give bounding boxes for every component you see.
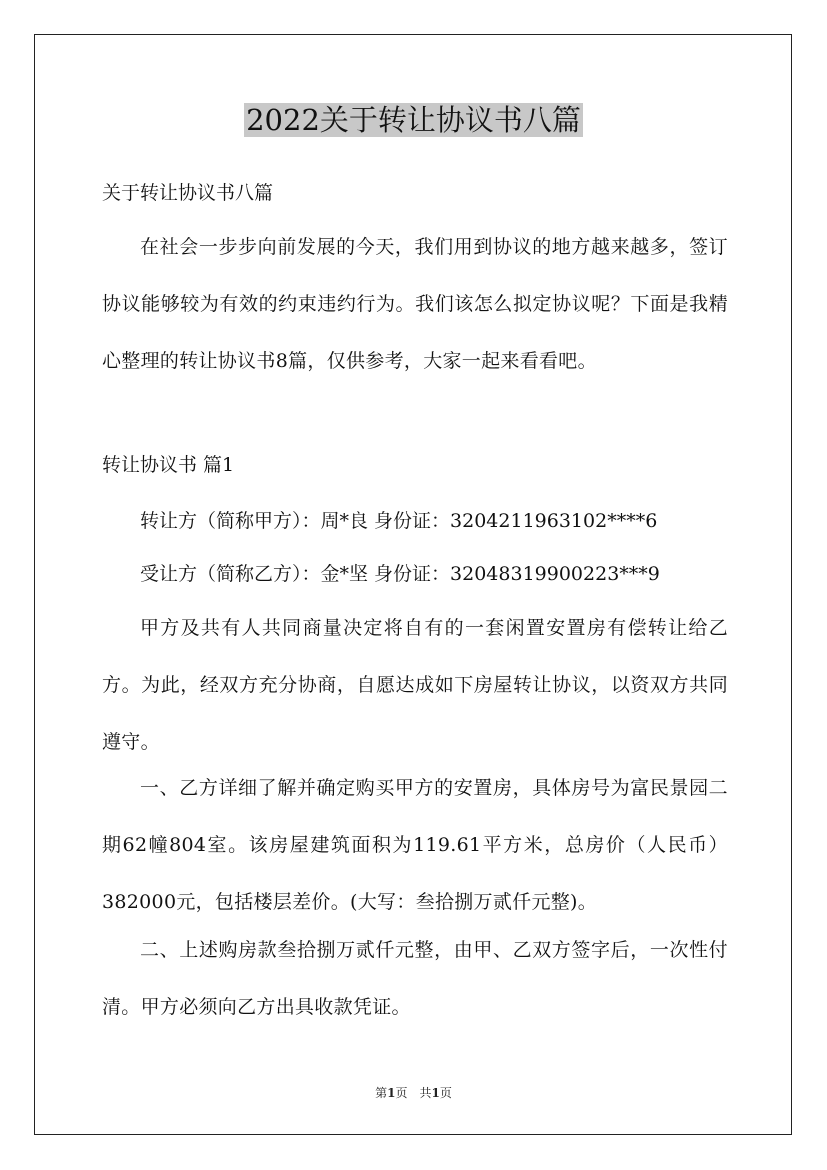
- footer-mid: 页 共: [395, 1086, 432, 1100]
- footer-prefix: 第: [375, 1086, 388, 1100]
- agreement-paragraph-3: 二、上述购房款叁拾捌万贰仟元整，由甲、乙双方签字后，一次性付清。甲方必须向乙方出具收款凭证。: [102, 939, 728, 1018]
- agreement-paragraph-2: 一、乙方详细了解并确定购买甲方的安置房，具体房号为富民景园二期62幢804室。该房屋建筑面积为119.61平方米，总房价（人民币）382000元，包括楼层差价。(大写：叁拾捌万贰仟元整)。: [102, 777, 728, 913]
- document-title: [0, 100, 827, 140]
- page-footer: [0, 1084, 827, 1101]
- transferee-line: 受让方（简称乙方）：金*坚 身份证：32048319900223***9: [140, 563, 660, 585]
- section-heading: 转让协议书 篇1: [102, 454, 235, 476]
- footer-page-total: 1: [431, 1086, 440, 1100]
- document-subtitle: 关于转让协议书八篇: [102, 182, 274, 204]
- intro-paragraph: 在社会一步步向前发展的今天，我们用到协议的地方越来越多，签订协议能够较为有效的约束违约行为。我们该怎么拟定协议呢？下面是我精心整理的转让协议书8篇，仅供参考，大家一起来看看吧。: [102, 236, 728, 372]
- footer-page-number: 1: [387, 1086, 396, 1100]
- agreement-paragraph-1: 甲方及共有人共同商量决定将自有的一套闲置安置房有偿转让给乙方。为此，经双方充分协商，自愿达成如下房屋转让协议，以资双方共同遵守。: [102, 617, 728, 753]
- transferor-line: 转让方（简称甲方）：周*良 身份证：3204211963102****6: [140, 510, 658, 532]
- document-title-text: 2022关于转让协议书八篇: [246, 103, 581, 137]
- footer-suffix: 页: [439, 1086, 452, 1100]
